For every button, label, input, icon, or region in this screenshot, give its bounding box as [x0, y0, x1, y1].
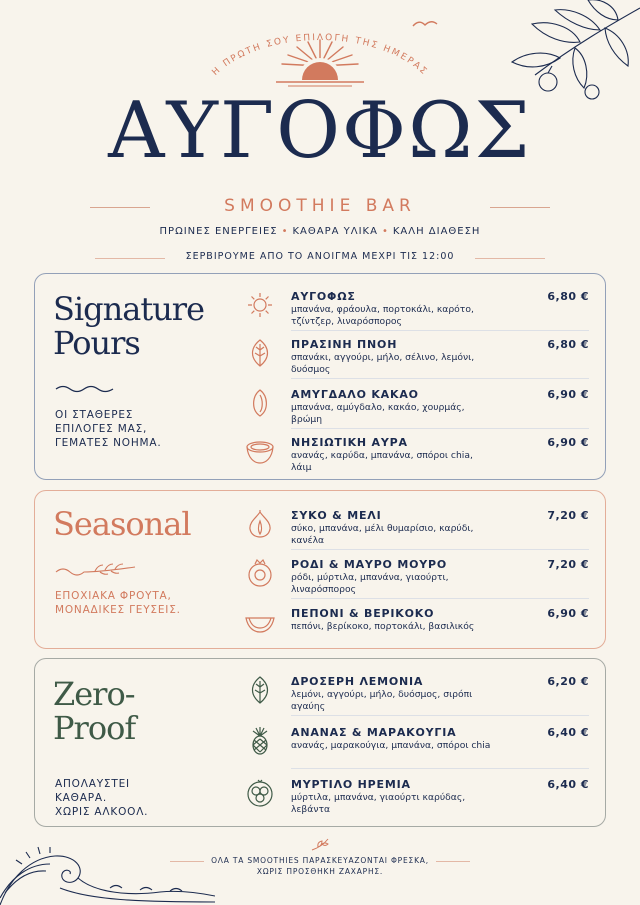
value-item: ΠΡΩΙΝΕΣ ΕΝΕΡΓΕΙΕΣ: [159, 226, 278, 237]
divider-line: [291, 768, 589, 769]
footer-note: [170, 855, 470, 877]
tagline: Η ΠΡΩΤΗ ΣΟΥ ΕΠΙΛΟΓΗ ΤΗΣ ΗΜΕΡΑΣ: [210, 32, 430, 78]
divider-line: [475, 258, 545, 259]
wave-ornament-icon: [55, 384, 115, 394]
item-name: ΣΥΚΟ & ΜΕΛΙ: [291, 509, 382, 522]
section-description-line: ΕΠΟΧΙΑΚΑ ΦΡΟΥΤΑ,: [55, 590, 172, 602]
item-price: 6,90 €: [547, 607, 589, 620]
section-description-line: ΚΑΘΑΡΑ.: [55, 792, 107, 804]
almond-icon: [245, 388, 275, 418]
melon-icon: [245, 607, 275, 637]
section-seasonal: [34, 490, 606, 649]
section-description-line: ΧΩΡΙΣ ΑΛΚΟΟΛ.: [55, 806, 149, 818]
item-description: πεπόνι, βερίκοκο, πορτοκάλι, βασιλικός: [291, 621, 475, 632]
section-description: [55, 408, 162, 450]
section-description: [55, 589, 181, 617]
hours-text: ΣΕΡΒΙΡΟΥΜΕ ΑΠΟ ΤΟ ΑΝΟΙΓΜΑ ΜΕΧΡΙ ΤΙΣ 12:00: [185, 251, 455, 262]
divider-line: [291, 715, 589, 716]
item-price: 6,40 €: [547, 778, 589, 791]
divider-line: [291, 378, 589, 379]
item-price: 7,20 €: [547, 558, 589, 571]
section-title: [53, 507, 191, 541]
pineapple-icon: [245, 726, 275, 756]
item-description: ανανάς, μαρακούγια, μπανάνα, σπόροι chia: [291, 740, 491, 751]
item-price: 6,90 €: [547, 388, 589, 401]
bullet-dot: •: [381, 226, 389, 237]
hours-row: [95, 251, 545, 265]
item-description: λεμόνι, αγγούρι, μήλο, δυόσμος, σιρόπι αγαύης: [291, 689, 473, 712]
divider-line: [291, 598, 589, 599]
coconut-icon: [245, 436, 275, 466]
item-price: 6,90 €: [547, 436, 589, 449]
item-name: ΠΕΠΟΝΙ & ΒΕΡΙΚΟΚΟ: [291, 607, 435, 620]
item-description: ανανάς, καρύδα, μπανάνα, σπόροι chia, λάιμ: [291, 450, 473, 473]
section-title: [53, 677, 135, 745]
item-name: ΡΟΔΙ & ΜΑΥΡΟ ΜΟΥΡΟ: [291, 558, 448, 571]
sprig-icon: [310, 838, 330, 852]
section-description-line: ΕΠΙΛΟΓΕΣ ΜΑΣ,: [55, 423, 148, 435]
item-price: 6,80 €: [547, 290, 589, 303]
subtitle: SMOOTHIE BAR: [224, 196, 416, 216]
item-name: ΜΥΡΤΙΛΟ ΗΡΕΜΙΑ: [291, 778, 411, 791]
sunrise-icon: [268, 38, 372, 88]
section-zero-proof: [34, 658, 606, 827]
item-description: σύκο, μπανάνα, μέλι θυμαρίσιο, καρύδι, κανέλα: [291, 523, 474, 546]
section-description-line: ΟΙ ΣΤΑΘΕΡΕΣ: [55, 409, 134, 421]
section-description-line: ΓΕΜΑΤΕΣ ΝΟΗΜΑ.: [55, 437, 162, 449]
footer: [170, 855, 470, 885]
item-name: ΑΥΓΟΦΩΣ: [291, 290, 356, 303]
value-item: ΚΑΘΑΡΑ ΥΛΙΚΑ: [292, 226, 378, 237]
pomegranate-icon: [245, 558, 275, 588]
divider-line: [490, 207, 550, 208]
section-signature: [34, 273, 606, 480]
footer-line: ΧΩΡΙΣ ΠΡΟΣΘΗΚΗ ΖΑΧΑΡΗΣ.: [256, 867, 384, 876]
leaf-icon: [245, 675, 275, 705]
footer-line: ΟΛΑ ΤΑ SMOOTHIES ΠΑΡΑΣΚΕΥΑΖΟΝΤΑΙ ΦΡΕΣΚΑ,: [211, 856, 429, 865]
item-name: ΔΡΟΣΕΡΗ ΛΕΜΟΝΙΑ: [291, 675, 424, 688]
divider-line: [436, 861, 470, 862]
item-price: 6,80 €: [547, 338, 589, 351]
divider-line: [291, 549, 589, 550]
item-price: 7,20 €: [547, 509, 589, 522]
item-description: μύρτιλα, μπανάνα, γιαούρτι καρύδας, λεβάντα: [291, 792, 466, 815]
sun-icon: [245, 290, 275, 320]
item-name: ΝΗΣΙΩΤΙΚΗ ΑΥΡΑ: [291, 436, 408, 449]
item-price: 6,40 €: [547, 726, 589, 739]
values-row: [0, 226, 640, 237]
section-title: [53, 292, 204, 360]
subtitle-row: [90, 196, 550, 220]
item-description: μπανάνα, αμύγδαλο, κακάο, χουρμάς, βρώμη: [291, 402, 465, 425]
item-name: ΠΡΑΣΙΝΗ ΠΝΟΗ: [291, 338, 398, 351]
section-title-line: Seasonal: [53, 505, 191, 543]
brand-title: ΑΥΓΟΦΩΣ: [108, 86, 532, 176]
item-price: 6,20 €: [547, 675, 589, 688]
section-title-line: Zero-: [53, 675, 135, 713]
vine-ornament-icon: [55, 563, 137, 577]
section-description-line: ΜΟΝΑΔΙΚΕΣ ΓΕΥΣΕΙΣ.: [55, 604, 181, 616]
section-description-line: ΑΠΟΛΑΥΣΤΕΙ: [55, 778, 130, 790]
item-name: ΑΝΑΝΑΣ & ΜΑΡΑΚΟΥΓΙΑ: [291, 726, 457, 739]
value-item: ΚΑΛΗ ΔΙΑΘΕΣΗ: [392, 226, 481, 237]
section-title-line: Signature: [53, 290, 205, 328]
divider-line: [291, 330, 589, 331]
section-title-line: Pours: [53, 324, 140, 362]
section-description: [55, 777, 148, 819]
item-description: μπανάνα, φράουλα, πορτοκάλι, καρότο, τζίντζερ, λιναρόσπορος: [291, 304, 474, 327]
item-name: ΑΜΥΓΔΑΛΟ ΚΑΚΑΟ: [291, 388, 419, 401]
fig-icon: [245, 509, 275, 539]
divider-line: [291, 428, 589, 429]
leaf-icon: [245, 338, 275, 368]
item-description: σπανάκι, αγγούρι, μήλο, σέλινο, λεμόνι, δυόσμος: [291, 352, 475, 375]
section-title-line: Proof: [53, 709, 136, 747]
bullet-dot: •: [281, 226, 289, 237]
blueberry-icon: [245, 778, 275, 808]
item-description: ρόδι, μύρτιλα, μπανάνα, γιαούρτι, λιναρόσπορος: [291, 572, 449, 595]
